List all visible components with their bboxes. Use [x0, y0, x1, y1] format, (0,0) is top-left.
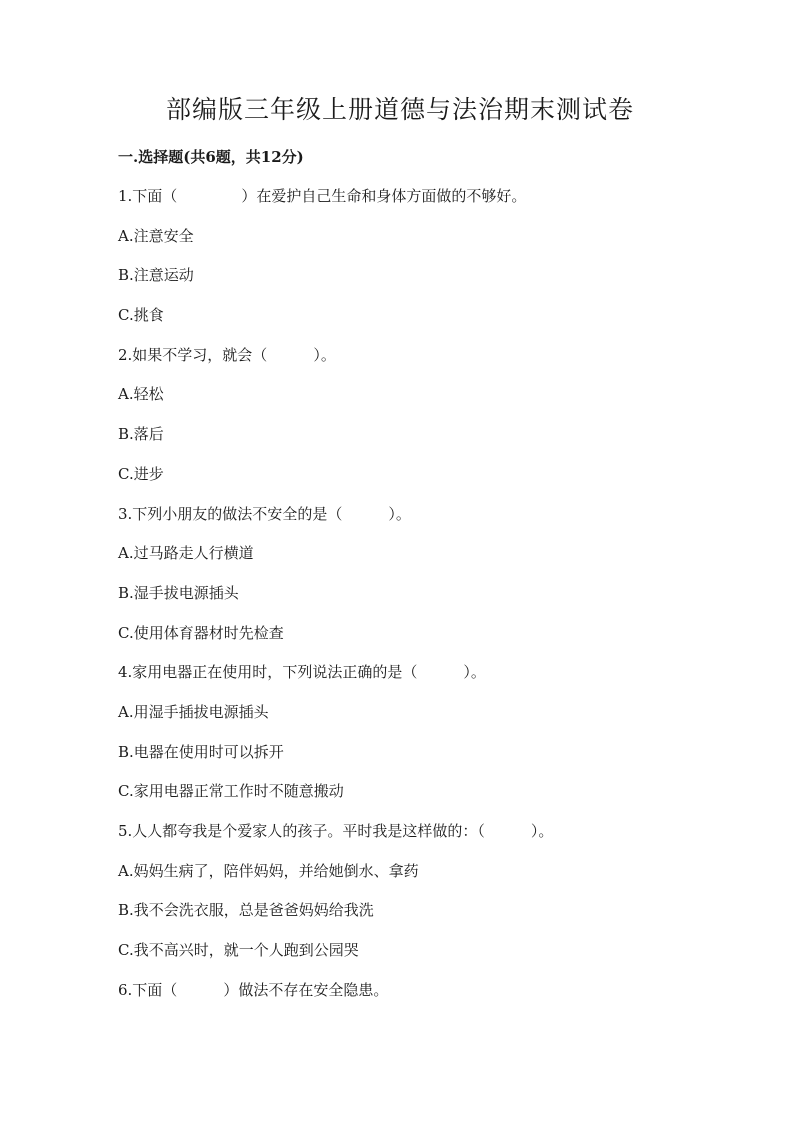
answer-option: C.使用体育器材时先检查: [118, 623, 284, 642]
question-list: [118, 184, 738, 1017]
answer-option: A.过马路走人行横道: [118, 544, 254, 563]
answer-option: B.落后: [118, 425, 164, 444]
section-heading: 一.选择题(共6题，共12分): [118, 148, 304, 166]
question-stem: [118, 660, 738, 700]
question-stem-after: ）。: [530, 822, 554, 840]
question-stem: [118, 184, 738, 224]
page-title: 部编版三年级上册道德与法治期末测试卷: [165, 95, 634, 124]
answer-option: A.妈妈生病了，陪伴妈妈，并给她倒水、拿药: [118, 861, 419, 880]
answer-option: C.家用电器正常工作时不随意搬动: [118, 782, 344, 801]
question-stem-after: ）。: [388, 504, 411, 523]
answer-option: A.轻松: [118, 385, 164, 404]
answer-option: C.进步: [118, 464, 164, 483]
answer-option: B.注意运动: [118, 266, 194, 285]
answer-option: B.电器在使用时可以拆开: [118, 742, 284, 761]
question-stem-before: 4.家用电器正在使用时，下列说法正确的是（: [118, 663, 418, 682]
question-stem: [118, 978, 738, 1018]
question-stem: [118, 502, 738, 542]
answer-option: A.用湿手插拔电源插头: [118, 702, 269, 721]
question-stem-before: 2.如果不学习，就会（: [118, 345, 268, 364]
question-stem-after: ）在爱护自己生命和身体方面做的不够好。: [241, 187, 527, 205]
answer-option: A.注意安全: [118, 226, 194, 245]
question-stem-after: ）做法不存在安全隐患。: [223, 980, 389, 999]
question-stem-before: 5.人人都夸我是个爱家人的孩子。平时我是这样做的：（: [118, 822, 485, 840]
answer-option: B.我不会洗衣服，总是爸爸妈妈给我洗: [118, 901, 374, 920]
question-stem-before: 6.下面（: [118, 980, 178, 999]
question-stem-after: ）。: [313, 345, 336, 364]
answer-option: C.我不高兴时，就一个人跑到公园哭: [118, 941, 359, 960]
question-stem-after: ）。: [463, 663, 486, 682]
answer-option: B.湿手拔电源插头: [118, 583, 239, 602]
question-stem-before: 3.下列小朋友的做法不安全的是（: [118, 504, 343, 523]
question-stem-before: 1.下面（: [118, 187, 178, 205]
question-stem: [118, 343, 738, 383]
question-stem: [118, 819, 738, 859]
answer-option: C.挑食: [118, 306, 164, 325]
